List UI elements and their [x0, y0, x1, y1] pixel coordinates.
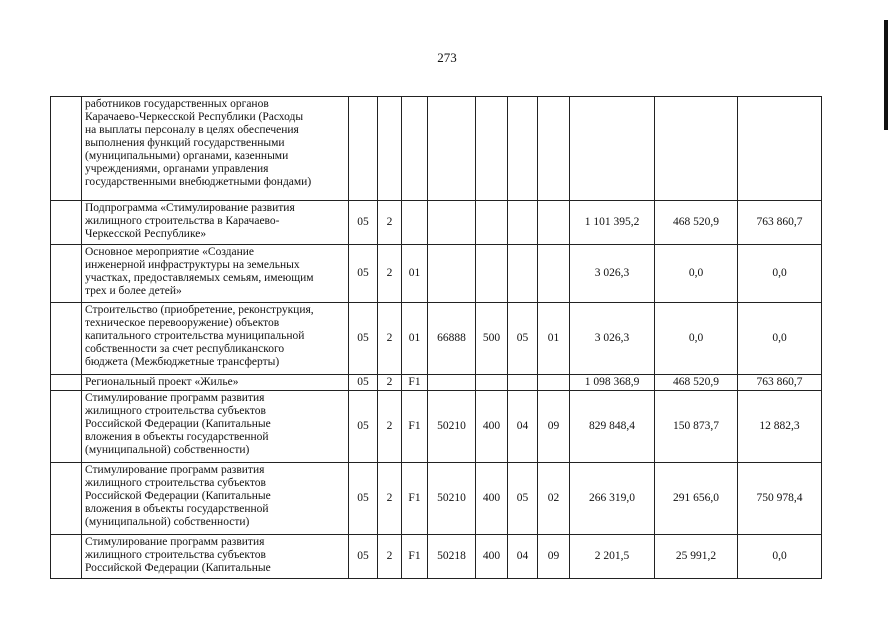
- code-cell: 50210: [428, 391, 476, 463]
- code-cell: [428, 375, 476, 391]
- program-cell: 2: [378, 463, 402, 535]
- table-row: [51, 463, 822, 535]
- code-cell: 66888: [428, 303, 476, 375]
- name-line: Российской Федерации (Капитальные: [85, 562, 271, 574]
- program-cell: 2: [378, 375, 402, 391]
- program-cell: 2: [378, 245, 402, 303]
- name-line: выполнения функций государственными: [85, 137, 285, 149]
- amount-year1-cell: 1 098 368,9: [570, 375, 655, 391]
- name-line: Стимулирование программ развития: [85, 392, 265, 404]
- amount-year2-cell: 291 656,0: [655, 463, 738, 535]
- subsection2-cell: 01: [538, 303, 570, 375]
- subsection-cell: 04: [508, 535, 538, 579]
- program-cell: 2: [378, 201, 402, 245]
- table-row: [51, 201, 822, 245]
- subsection-cell: 05: [508, 303, 538, 375]
- row-name-cell: [82, 463, 349, 535]
- budget-table: [50, 96, 822, 579]
- event-cell: [402, 201, 428, 245]
- section-cell: 05: [349, 463, 378, 535]
- row-name-cell: [82, 535, 349, 579]
- event-cell: F1: [402, 535, 428, 579]
- table-body: [51, 97, 822, 579]
- section-cell: 05: [349, 391, 378, 463]
- amount-year2-cell: [655, 97, 738, 201]
- name-line: жилищного строительства в Карачаево-: [85, 215, 280, 227]
- row-number-cell: [51, 245, 82, 303]
- name-line: (муниципальной) собственности): [85, 516, 250, 528]
- section-cell: [349, 97, 378, 201]
- table-row: [51, 97, 822, 201]
- subsection-cell: [508, 375, 538, 391]
- section-cell: 05: [349, 201, 378, 245]
- name-line: Российской Федерации (Капитальные: [85, 490, 271, 502]
- subsection2-cell: [538, 201, 570, 245]
- row-number-cell: [51, 97, 82, 201]
- name-line: вложения в объекты государственной: [85, 431, 269, 443]
- table-row: [51, 375, 822, 391]
- amount-year3-cell: [738, 97, 822, 201]
- amount-year3-cell: 0,0: [738, 245, 822, 303]
- name-line: учреждениями, органами управления: [85, 163, 269, 175]
- expense-type-cell: 500: [476, 303, 508, 375]
- table-row: [51, 391, 822, 463]
- scan-edge-bar: [884, 20, 888, 130]
- amount-year3-cell: 12 882,3: [738, 391, 822, 463]
- name-line: Строительство (приобретение, реконструкция,: [85, 304, 314, 316]
- row-name-cell: [82, 303, 349, 375]
- amount-year3-cell: 0,0: [738, 535, 822, 579]
- name-line: жилищного строительства субъектов: [85, 477, 266, 489]
- amount-year1-cell: 829 848,4: [570, 391, 655, 463]
- amount-year3-cell: 750 978,4: [738, 463, 822, 535]
- name-line: на выплаты персоналу в целях обеспечения: [85, 124, 299, 136]
- amount-year1-cell: 266 319,0: [570, 463, 655, 535]
- name-line: собственности за счет республиканского: [85, 343, 285, 355]
- subsection-cell: 05: [508, 463, 538, 535]
- event-cell: [402, 97, 428, 201]
- code-cell: 50210: [428, 463, 476, 535]
- amount-year2-cell: 150 873,7: [655, 391, 738, 463]
- table-row: [51, 535, 822, 579]
- event-cell: F1: [402, 463, 428, 535]
- event-cell: 01: [402, 303, 428, 375]
- amount-year1-cell: 1 101 395,2: [570, 201, 655, 245]
- amount-year1-cell: 3 026,3: [570, 245, 655, 303]
- row-number-cell: [51, 375, 82, 391]
- row-number-cell: [51, 391, 82, 463]
- name-line: (муниципальными) органами, казенными: [85, 150, 289, 162]
- name-line: техническое перевооружение) объектов: [85, 317, 280, 329]
- table-row: [51, 245, 822, 303]
- row-name-cell: [82, 245, 349, 303]
- name-line: Региональный проект «Жилье»: [85, 376, 239, 388]
- subsection2-cell: [538, 245, 570, 303]
- subsection-cell: [508, 97, 538, 201]
- amount-year3-cell: 0,0: [738, 303, 822, 375]
- name-line: трех и более детей»: [85, 285, 182, 297]
- event-cell: F1: [402, 391, 428, 463]
- amount-year2-cell: 0,0: [655, 303, 738, 375]
- row-number-cell: [51, 303, 82, 375]
- expense-type-cell: [476, 245, 508, 303]
- row-name-cell: [82, 375, 349, 391]
- expense-type-cell: 400: [476, 391, 508, 463]
- row-name-cell: [82, 201, 349, 245]
- name-line: Стимулирование программ развития: [85, 464, 265, 476]
- name-line: Черкесской Республике»: [85, 228, 207, 240]
- row-name-cell: [82, 97, 349, 201]
- event-cell: 01: [402, 245, 428, 303]
- program-cell: [378, 97, 402, 201]
- row-number-cell: [51, 201, 82, 245]
- subsection-cell: [508, 245, 538, 303]
- expense-type-cell: [476, 201, 508, 245]
- amount-year2-cell: 0,0: [655, 245, 738, 303]
- amount-year2-cell: 468 520,9: [655, 201, 738, 245]
- amount-year1-cell: 3 026,3: [570, 303, 655, 375]
- subsection-cell: [508, 201, 538, 245]
- amount-year1-cell: 2 201,5: [570, 535, 655, 579]
- amount-year3-cell: 763 860,7: [738, 201, 822, 245]
- name-line: бюджета (Межбюджетные трансферты): [85, 356, 280, 368]
- event-cell: F1: [402, 375, 428, 391]
- amount-year1-cell: [570, 97, 655, 201]
- name-line: (муниципальной) собственности): [85, 444, 250, 456]
- section-cell: 05: [349, 245, 378, 303]
- section-cell: 05: [349, 375, 378, 391]
- name-line: Основное мероприятие «Создание: [85, 246, 255, 258]
- expense-type-cell: [476, 97, 508, 201]
- name-line: государственными внебюджетными фондами): [85, 176, 312, 188]
- name-line: инженерной инфраструктуры на земельных: [85, 259, 300, 271]
- expense-type-cell: 400: [476, 535, 508, 579]
- name-line: работников государственных органов: [85, 98, 269, 110]
- name-line: вложения в объекты государственной: [85, 503, 269, 515]
- name-line: участках, предоставляемых семьям, имеющим: [85, 272, 314, 284]
- program-cell: 2: [378, 535, 402, 579]
- page-number: 273: [437, 50, 457, 65]
- table-row: [51, 303, 822, 375]
- row-number-cell: [51, 535, 82, 579]
- amount-year2-cell: 468 520,9: [655, 375, 738, 391]
- name-line: капитального строительства муниципальной: [85, 330, 305, 342]
- subsection2-cell: [538, 97, 570, 201]
- section-cell: 05: [349, 303, 378, 375]
- subsection2-cell: 09: [538, 535, 570, 579]
- program-cell: 2: [378, 303, 402, 375]
- row-name-cell: [82, 391, 349, 463]
- row-number-cell: [51, 463, 82, 535]
- code-cell: [428, 245, 476, 303]
- amount-year2-cell: 25 991,2: [655, 535, 738, 579]
- expense-type-cell: 400: [476, 463, 508, 535]
- name-line: жилищного строительства субъектов: [85, 549, 266, 561]
- code-cell: 50218: [428, 535, 476, 579]
- name-line: Подпрограмма «Стимулирование развития: [85, 202, 295, 214]
- subsection2-cell: 09: [538, 391, 570, 463]
- name-line: Стимулирование программ развития: [85, 536, 265, 548]
- program-cell: 2: [378, 391, 402, 463]
- name-line: Карачаево-Черкесской Республики (Расходы: [85, 111, 304, 123]
- amount-year3-cell: 763 860,7: [738, 375, 822, 391]
- expense-type-cell: [476, 375, 508, 391]
- subsection2-cell: 02: [538, 463, 570, 535]
- code-cell: [428, 201, 476, 245]
- name-line: жилищного строительства субъектов: [85, 405, 266, 417]
- subsection2-cell: [538, 375, 570, 391]
- subsection-cell: 04: [508, 391, 538, 463]
- code-cell: [428, 97, 476, 201]
- section-cell: 05: [349, 535, 378, 579]
- name-line: Российской Федерации (Капитальные: [85, 418, 271, 430]
